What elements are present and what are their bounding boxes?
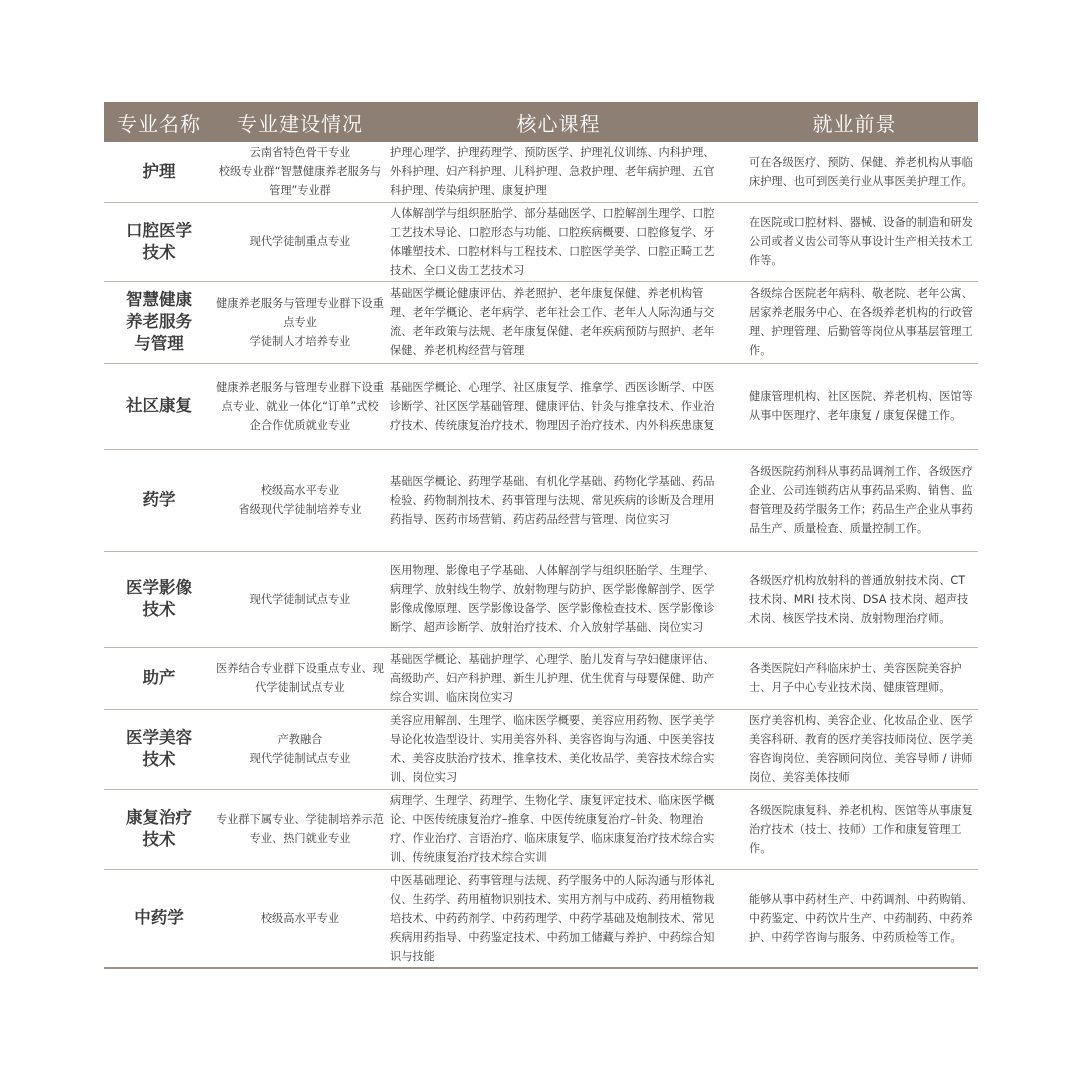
table-row <box>104 647 978 709</box>
core-courses-cell: 人体解剖学与组织胚胎学、部分基础医学、口腔解剖生理学、口腔工艺技术导论、口腔形态与功能、口腔疾病概要、口腔修复学、牙体雕塑技术、口腔材料与工程技术、口腔医学美学、口腔正畸工艺技术、全口义齿工艺技术习 <box>386 202 731 281</box>
construction-status-cell: 健康养老服务与管理专业群下设重点专业 学徒制人才培养专业 <box>214 281 386 363</box>
major-name-text: 社区康复 <box>125 396 192 415</box>
major-name-text: 医学影像技术 <box>125 578 192 619</box>
employment-prospects-cell: 医疗美容机构、美容企业、化妆品企业、医学美容科研、教育的医疗美容技师岗位、医学美容咨询岗位、美容顾问岗位、美容导师 / 讲师岗位、美容美体技师 <box>731 709 978 789</box>
major-name-cell <box>104 281 214 363</box>
employment-prospects-cell: 健康管理机构、社区医院、养老机构、医馆等从事中医理疗、老年康复 / 康复保健工作。 <box>731 363 978 449</box>
core-courses-cell: 中医基础理论、药事管理与法规、药学服务中的人际沟通与形体礼仪、生药学、药用植物识别技术、实用方剂与中成药、药用植物栽培技术、中药药剂学、中药药理学、中药学基础及炮制技术、常见疾病用药指导、中药鉴定技术、中药加工储藏与养护、中药综合知识与技能 <box>386 869 731 968</box>
employment-prospects-cell: 各类医院妇产科临床护士、美容医院美容护士、月子中心专业技术岗、健康管理师。 <box>731 647 978 709</box>
construction-status-cell: 校级高水平专业 省级现代学徒制培养专业 <box>214 449 386 551</box>
table-row <box>104 551 978 647</box>
construction-status-cell: 健康养老服务与管理专业群下设重点专业、就业一体化“订单”式校企合作优质就业专业 <box>214 363 386 449</box>
major-name-cell <box>104 709 214 789</box>
core-courses-cell: 基础医学概论健康评估、养老照护、老年康复保健、养老机构管理、老年学概论、老年病学、老年社会工作、老年人人际沟通与交流、老年政策与法规、老年康复保健、老年疾病预防与照护、老年保健、养老机构经营与管理 <box>386 281 731 363</box>
majors-table <box>104 102 978 969</box>
header-construction-status: 专业建设情况 <box>214 102 386 142</box>
table-row <box>104 363 978 449</box>
core-courses-cell: 病理学、生理学、药理学、生物化学、康复评定技术、临床医学概论、中医传统康复治疗–推拿、中医传统康复治疗–针灸、物理治疗、作业治疗、言语治疗、临床康复学、临床康复治疗技术综合实训、传统康复治疗技术综合实训 <box>386 789 731 869</box>
header-employment-prospects: 就业前景 <box>731 102 978 142</box>
construction-status-cell: 医养结合专业群下设重点专业、现代学徒制试点专业 <box>214 647 386 709</box>
construction-status-cell: 现代学徒制试点专业 <box>214 551 386 647</box>
construction-status-cell: 校级高水平专业 <box>214 869 386 968</box>
table-row <box>104 281 978 363</box>
header-major-name: 专业名称 <box>104 102 214 142</box>
employment-prospects-cell: 在医院或口腔材料、器械、设备的制造和研发公司或者义齿公司等从事设计生产相关技术工作等。 <box>731 202 978 281</box>
major-name-cell <box>104 449 214 551</box>
major-name-text: 医学美容技术 <box>125 728 192 769</box>
major-name-cell <box>104 551 214 647</box>
core-courses-cell: 护理心理学、护理药理学、预防医学、护理礼仪训练、内科护理、外科护理、妇产科护理、儿科护理、急救护理、老年病护理、五官科护理、传染病护理、康复护理 <box>386 142 731 202</box>
employment-prospects-cell: 各级医疗机构放射科的普通放射技术岗、CT 技术岗、MRI 技术岗、DSA 技术岗、超声技术岗、核医学技术岗、放射物理治疗师。 <box>731 551 978 647</box>
table-row <box>104 142 978 202</box>
core-courses-cell: 基础医学概论、药理学基础、有机化学基础、药物化学基础、药品检验、药物制剂技术、药事管理与法规、常见疾病的诊断及合理用药指导、医药市场营销、药店药品经营与管理、岗位实习 <box>386 449 731 551</box>
major-name-cell <box>104 789 214 869</box>
major-name-cell <box>104 202 214 281</box>
employment-prospects-cell: 各级医院康复科、养老机构、医馆等从事康复治疗技术（技士、技师）工作和康复管理工作。 <box>731 789 978 869</box>
major-name-cell <box>104 647 214 709</box>
employment-prospects-cell: 各级医院药剂科从事药品调剂工作、各级医疗企业、公司连锁药店从事药品采购、销售、监督管理及药学服务工作；药品生产企业从事药品生产、质量检查、质量控制工作。 <box>731 449 978 551</box>
major-name-text: 中药学 <box>134 908 184 927</box>
major-name-cell <box>104 363 214 449</box>
core-courses-cell: 美容应用解剖、生理学、临床医学概要、美容应用药物、医学美学导论化妆造型设计、实用美容外科、美容咨询与沟通、中医美容技术、美容皮肤治疗技术、推拿技术、美化妆品学、美容技术综合实训、岗位实习 <box>386 709 731 789</box>
major-name-text: 助产 <box>142 668 176 687</box>
major-name-text: 智慧健康养老服务与管理 <box>125 290 192 353</box>
major-name-text: 康复治疗技术 <box>125 808 192 849</box>
construction-status-cell: 专业群下属专业、学徒制培养示范专业、热门就业专业 <box>214 789 386 869</box>
employment-prospects-cell: 能够从事中药材生产、中药调剂、中药购销、中药鉴定、中药饮片生产、中药制药、中药养护、中药学咨询与服务、中药质检等工作。 <box>731 869 978 968</box>
major-name-text: 药学 <box>142 490 176 509</box>
construction-status-cell: 云南省特色骨干专业 校级专业群“智慧健康养老服务与管理”专业群 <box>214 142 386 202</box>
table-row <box>104 709 978 789</box>
core-courses-cell: 基础医学概论、心理学、社区康复学、推拿学、西医诊断学、中医诊断学、社区医学基础管理、健康评估、针灸与推拿技术、作业治疗技术、传统康复治疗技术、物理因子治疗技术、内外科疾患康复 <box>386 363 731 449</box>
table-row <box>104 202 978 281</box>
table-row <box>104 789 978 869</box>
major-name-cell <box>104 869 214 968</box>
employment-prospects-cell: 各级综合医院老年病科、敬老院、老年公寓、居家养老服务中心、在各级养老机构的行政管理、护理管理、后勤管等岗位从事基层管理工作。 <box>731 281 978 363</box>
core-courses-cell: 基础医学概论、基础护理学、心理学、胎儿发育与孕妇健康评估、高级助产、妇产科护理、新生儿护理、优生优育与母婴保健、助产综合实训、临床岗位实习 <box>386 647 731 709</box>
major-name-cell <box>104 142 214 202</box>
major-name-text: 口腔医学技术 <box>125 220 192 262</box>
major-name-text: 护理 <box>142 161 176 181</box>
header-core-courses: 核心课程 <box>386 102 731 142</box>
table-row <box>104 869 978 968</box>
construction-status-cell: 产教融合 现代学徒制试点专业 <box>214 709 386 789</box>
employment-prospects-cell: 可在各级医疗、预防、保健、养老机构从事临床护理、也可到医美行业从事医美护理工作。 <box>731 142 978 202</box>
table-header-row <box>104 102 978 142</box>
construction-status-cell: 现代学徒制重点专业 <box>214 202 386 281</box>
core-courses-cell: 医用物理、影像电子学基础、人体解剖学与组织胚胎学、生理学、病理学、放射线生物学、放射物理与防护、医学影像解剖学、医学影像成像原理、医学影像设备学、医学影像检查技术、医学影像诊断学、超声诊断学、放射治疗技术、介入放射学基础、岗位实习 <box>386 551 731 647</box>
table-row <box>104 449 978 551</box>
